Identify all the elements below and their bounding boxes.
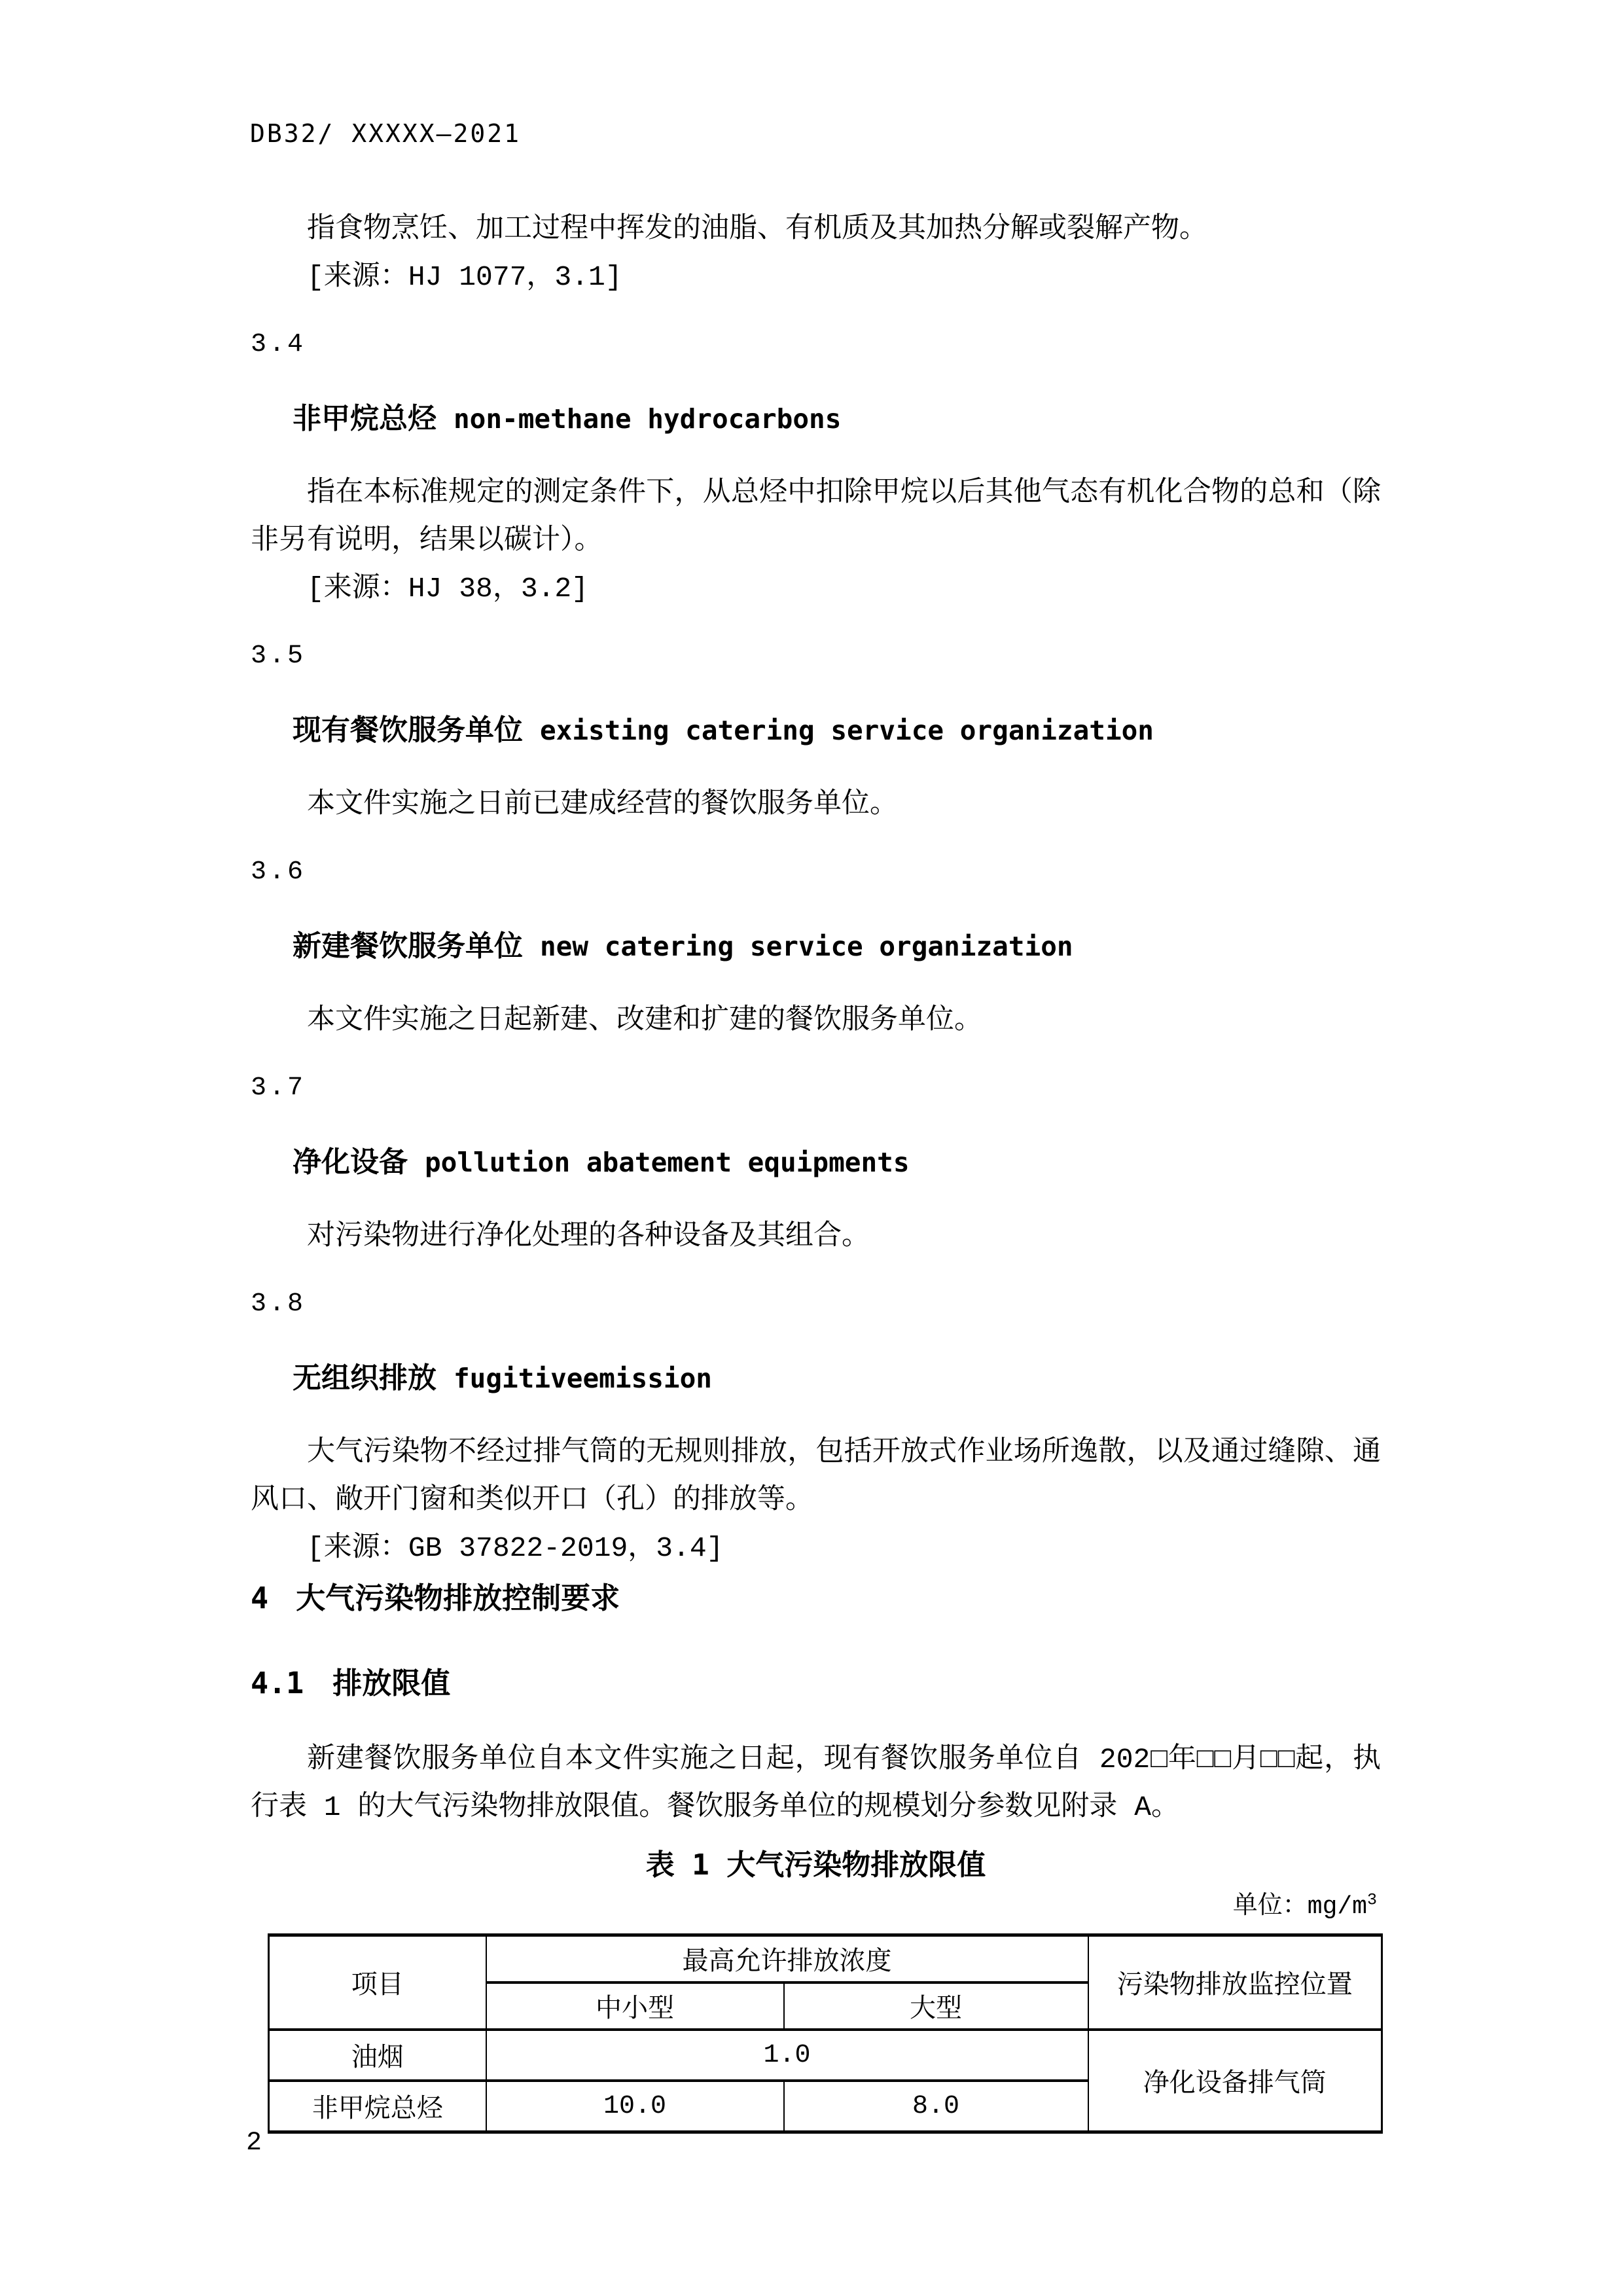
clause-number-3-5: 3.5 xyxy=(251,641,306,671)
clause-number-3-4: 3.4 xyxy=(251,330,306,359)
clause-body-3-7: 对污染物进行净化处理的各种设备及其组合。 xyxy=(307,1221,870,1253)
td-nmhc-large: 8.0 xyxy=(784,2081,1088,2132)
term-zh-3-6: 新建餐饮服务单位 xyxy=(293,929,523,963)
clause-body-3-8: 大气污染物不经过排气筒的无规则排放，包括开放式作业场所逸散，以及通过缝隙、通风口、敞开门窗和类似开口（孔）的排放等。 xyxy=(251,1437,1381,1516)
section-4-number: 4 xyxy=(251,1581,269,1615)
table-row-fume xyxy=(269,2030,1382,2081)
clause-number-3-7: 3.7 xyxy=(251,1073,306,1103)
td-item-fume: 油烟 xyxy=(269,2030,486,2081)
clause-body-3-6: 本文件实施之日起新建、改建和扩建的餐饮服务单位。 xyxy=(307,1005,982,1037)
content-area xyxy=(251,206,1381,2134)
term-heading-3-6 xyxy=(251,922,1381,971)
td-item-nmhc: 非甲烷总烃 xyxy=(269,2081,486,2132)
page-number: 2 xyxy=(246,2128,262,2158)
doc-code: DB32/ XXXXX—2021 xyxy=(250,119,522,148)
term-heading-3-5 xyxy=(251,706,1381,755)
section-4-heading xyxy=(251,1572,1381,1624)
unit-text: 单位：mg/m xyxy=(1232,1893,1367,1921)
term-en-3-6: new catering service organization xyxy=(540,931,1073,962)
section-4-1-title: 排放限值 xyxy=(332,1666,451,1700)
th-large: 大型 xyxy=(784,1982,1088,2030)
table-caption: 表 1 大气污染物排放限值 xyxy=(645,1848,986,1882)
unit-superscript: 3 xyxy=(1366,1890,1377,1910)
intro-source-ref: [来源：HJ 1077，3.1] xyxy=(307,261,622,293)
term-zh-3-5: 现有餐饮服务单位 xyxy=(293,713,523,747)
clause-number-3-6: 3.6 xyxy=(251,857,306,887)
clause-source-3-4: [来源：HJ 38，3.2] xyxy=(307,573,589,605)
clause-source-3-8: [来源：GB 37822-2019，3.4] xyxy=(307,1532,724,1564)
term-en-3-7: pollution abatement equipments xyxy=(425,1147,910,1178)
intro-paragraph: 指食物烹饪、加工过程中挥发的油脂、有机质及其加热分解或裂解产物。 xyxy=(307,213,1207,245)
table-header-row-1 xyxy=(269,1935,1382,1983)
section-4-1-paragraph: 新建餐饮服务单位自本文件实施之日起，现有餐饮服务单位自 202□年□□月□□起，执行表 1 的大气污染物排放限值。餐饮服务单位的规模划分参数见附录 A。 xyxy=(251,1744,1381,1823)
unit-label xyxy=(251,1889,1377,1926)
td-fume-limit: 1.0 xyxy=(486,2030,1088,2081)
term-en-3-4: non-methane hydrocarbons xyxy=(454,403,842,435)
clause-body-3-4: 指在本标准规定的测定条件下，从总烃中扣除甲烷以后其他气态有机化合物的总和（除非另有说明，结果以碳计）。 xyxy=(251,477,1381,557)
th-max-allowed-concentration: 最高允许排放浓度 xyxy=(486,1935,1088,1983)
th-small-medium: 中小型 xyxy=(486,1982,784,2030)
term-heading-3-8 xyxy=(251,1354,1381,1403)
term-en-3-5: existing catering service organization xyxy=(540,715,1154,746)
th-item: 项目 xyxy=(269,1935,486,2030)
term-en-3-8: fugitiveemission xyxy=(454,1363,712,1394)
th-monitoring-position: 污染物排放监控位置 xyxy=(1088,1935,1382,2030)
td-monitoring-position-value: 净化设备排气筒 xyxy=(1088,2030,1382,2132)
section-4-1-heading xyxy=(251,1657,1381,1710)
term-heading-3-7 xyxy=(251,1138,1381,1187)
term-heading-3-4 xyxy=(251,395,1381,443)
term-zh-3-4: 非甲烷总烃 xyxy=(293,402,437,435)
section-4-1-number: 4.1 xyxy=(251,1666,304,1700)
section-4-title: 大气污染物排放控制要求 xyxy=(296,1581,620,1615)
td-nmhc-small-medium: 10.0 xyxy=(486,2081,784,2132)
clause-body-3-5: 本文件实施之日前已建成经营的餐饮服务单位。 xyxy=(307,789,898,821)
clause-number-3-8: 3.8 xyxy=(251,1289,306,1319)
emission-limits-table xyxy=(268,1933,1383,2134)
term-zh-3-7: 净化设备 xyxy=(293,1145,408,1179)
term-zh-3-8: 无组织排放 xyxy=(293,1361,437,1395)
